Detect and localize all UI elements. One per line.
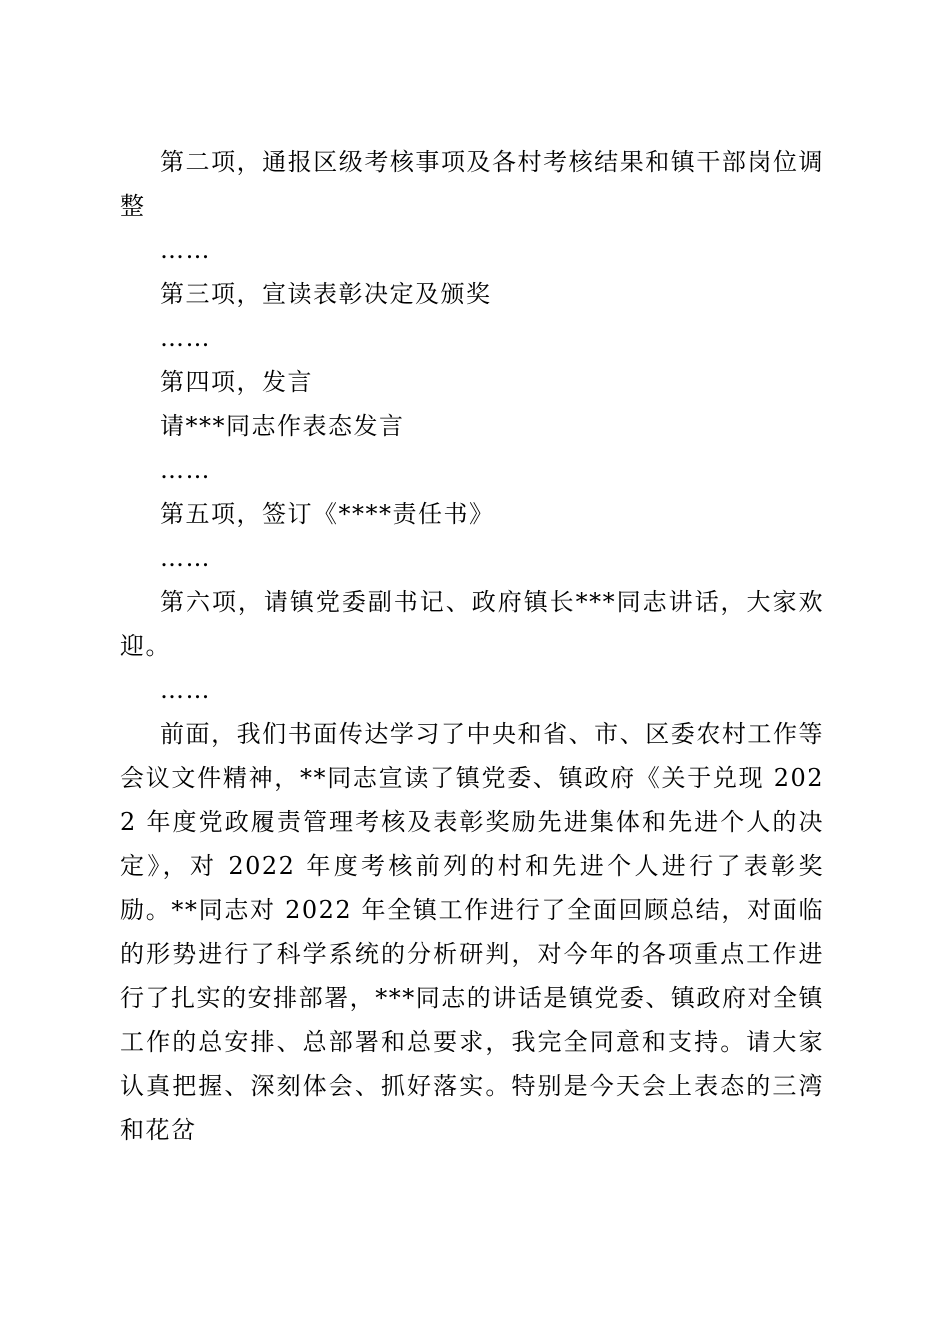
paragraph-item-2: 第二项，通报区级考核事项及各村考核结果和镇干部岗位调整 bbox=[120, 148, 824, 220]
paragraph-item-6: 第六项，请镇党委副书记、政府镇长***同志讲话，大家欢迎。 bbox=[120, 588, 824, 660]
ellipsis-line: …… bbox=[160, 236, 211, 264]
paragraph-speech-request: 请***同志作表态发言 bbox=[160, 412, 405, 440]
paragraph-item-4: 第四项，发言 bbox=[160, 368, 313, 396]
paragraph-summary: 前面，我们书面传达学习了中央和省、市、区委农村工作等会议文件精神，**同志宣读了镇党委、镇政府《关于兑现 2022 年度党政履责管理考核及表彰奖励先进集体和先进个人的决定》，对 2022 年度考核前列的村和先进个人进行了表彰奖励。**同志对 2022 年全镇工作进行了全面回顾总结，对面临的形势进行了科学系统的分析研判，对今年的各项重点工作进行了扎实的安排部署，***同志的讲话是镇党委、镇政府对全镇工作的总安排、总部署和总要求，我完全同意和支持。请大家认真把握、深刻体会、抓好落实。特别是今天会上表态的三湾和花岔 bbox=[120, 720, 824, 1144]
ellipsis-line: …… bbox=[160, 324, 211, 352]
document-body bbox=[120, 140, 824, 1152]
paragraph-item-3: 第三项，宣读表彰决定及颁奖 bbox=[160, 280, 492, 308]
ellipsis-line: …… bbox=[160, 676, 211, 704]
ellipsis-line: …… bbox=[160, 456, 211, 484]
paragraph-item-5: 第五项，签订《****责任书》 bbox=[160, 500, 495, 528]
ellipsis-line: …… bbox=[160, 544, 211, 572]
